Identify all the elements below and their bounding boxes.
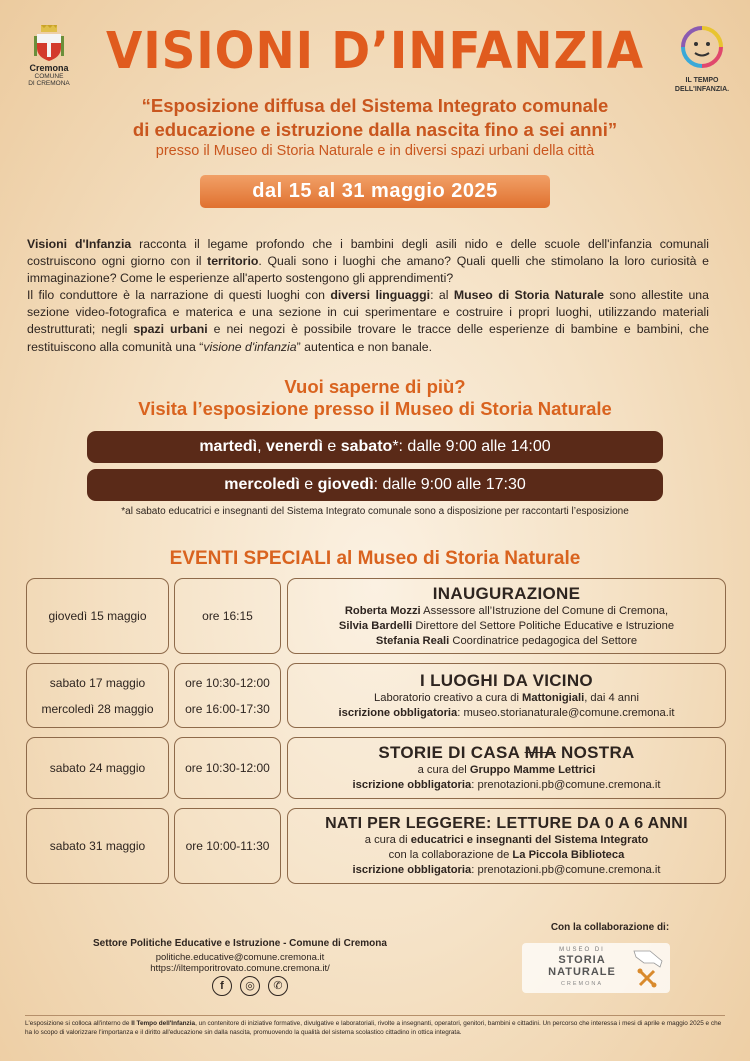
cta-line-2: Visita l’esposizione presso il Museo di Storia Naturale xyxy=(138,398,612,419)
event-2-bold-1: Mattonigiali xyxy=(522,691,585,704)
events-title: EVENTI SPECIALI al Museo di Storia Naturale xyxy=(169,548,581,569)
event-2-line-2 xyxy=(339,706,675,721)
event-1-role-3: Coordinatrice pedagogica del Settore xyxy=(449,634,638,647)
event-1-person-2: Silvia Bardelli xyxy=(338,619,413,632)
subtitle xyxy=(40,94,710,142)
intro-bold-5: spazi urbani xyxy=(133,322,208,337)
event-1-person-3: Stefania Reali xyxy=(375,634,450,647)
event-4-registration-label: iscrizione obbligatoria xyxy=(352,863,472,876)
day-thursday: giovedì xyxy=(317,476,374,493)
event-2-time-text-1: ore 10:30-12:00 xyxy=(185,675,270,690)
event-1-line-1 xyxy=(345,604,668,619)
event-3-line-1 xyxy=(418,763,596,778)
event-2-description xyxy=(287,663,726,728)
opening-hours-1 xyxy=(87,431,663,463)
facebook-icon[interactable]: f xyxy=(212,976,232,996)
cta-line-1: Vuoi saperne di più? xyxy=(284,376,466,397)
footer-email[interactable]: politiche.educative@comune.cremona.it xyxy=(155,952,325,963)
event-4-time-text: ore 10:00-11:30 xyxy=(185,839,270,853)
day-wednesday: mercoledì xyxy=(224,476,300,493)
crest-icon xyxy=(33,24,65,62)
event-3-date-text: sabato 24 maggio xyxy=(49,761,146,775)
intro-p2 xyxy=(27,287,709,355)
event-4-heading: NATI PER LEGGERE: LETTURE DA 0 A 6 ANNI xyxy=(325,814,688,832)
event-3-heading-b: NOSTRA xyxy=(556,743,635,762)
intro-bold-1: Visioni d'Infanzia xyxy=(27,237,132,251)
social-icons xyxy=(212,976,288,996)
museo-bottom: CREMONA xyxy=(560,981,604,987)
event-2-times xyxy=(174,663,281,728)
event-3-text-1: a cura del xyxy=(417,764,470,776)
intro-bold-4: Museo di Storia Naturale xyxy=(453,288,604,303)
event-3-registration-email: : prenotazioni.pb@comune.cremona.it xyxy=(471,779,661,791)
event-3-registration-label: iscrizione obbligatoria xyxy=(352,779,472,791)
day-tuesday: martedì xyxy=(199,438,258,455)
event-3-time-text: ore 10:30-12:00 xyxy=(185,761,270,775)
event-4-line-2 xyxy=(389,848,625,863)
event-3-line-2 xyxy=(353,778,661,793)
subtitle-line-2: di educazione e istruzione dalla nascita fino a sei anni” xyxy=(132,119,618,140)
event-4-text-2: con la collaborazione de xyxy=(388,848,513,861)
intro-text-2: . Quali sono i luoghi che amano? Quali quelli che stimolano la loro curiosità e immaginazione? Come le esperienze all'aperto sostengono gli apprendimenti? xyxy=(27,254,709,286)
museo-name xyxy=(532,954,632,978)
visit-cta xyxy=(40,376,710,420)
crest-line-2: DI CREMONA xyxy=(28,80,70,88)
event-4-time xyxy=(174,808,281,884)
event-2-date-text-1: sabato 17 maggio xyxy=(49,675,146,690)
museo-line-1: STORIA xyxy=(558,954,606,966)
sep-1: , xyxy=(257,438,267,455)
museo-top: MUSEO DI xyxy=(559,947,605,953)
museo-logo xyxy=(522,943,670,993)
event-1-line-2 xyxy=(339,619,674,634)
event-2-dates xyxy=(26,663,169,728)
opening-hours-2 xyxy=(87,469,663,501)
intro-text-1: racconta il legame profondo che i bambini degli asili nido e delle scuole dell'infanzia comunali costruiscono ogni giorno con il xyxy=(27,237,709,269)
intro-text-7: ” autentica e non banale. xyxy=(296,339,432,354)
event-2-heading: I LUOGHI DA VICINO xyxy=(420,670,593,690)
event-4-line-1 xyxy=(365,833,649,848)
event-3-date xyxy=(26,737,169,799)
museo-line-2: NATURALE xyxy=(548,966,616,978)
disclaimer-text-1: L'esposizione si colloca all'interno de xyxy=(25,1020,132,1027)
cremona-crest xyxy=(24,24,74,87)
event-4-registration-email: : prenotazioni.pb@comune.cremona.it xyxy=(471,863,661,876)
saturday-note: *al sabato educatrici e insegnanti del Sistema Integrato comunale sono a disposizione per raccontarti l’esposizione xyxy=(121,506,629,517)
footer-org: Settore Politiche Educative e Istruzione - Comune di Cremona xyxy=(93,938,387,949)
event-1-date xyxy=(26,578,169,654)
event-1-role-2: Direttore del Settore Politiche Educative e Istruzione xyxy=(412,619,675,632)
event-3-description xyxy=(287,737,726,799)
subtitle-line-1: “Esposizione diffusa del Sistema Integrato comunale xyxy=(141,95,609,116)
event-3-bold-1: Gruppo Mamme Lettrici xyxy=(469,764,596,776)
event-1-time xyxy=(174,578,281,654)
intro-bold-2: territorio xyxy=(207,254,259,269)
event-1-line-3 xyxy=(376,634,637,649)
intro-text-6: e nei negozi è possibile trovare le tracce delle esperienze di bambine e bambini, che restituiscono alla comunità una “ xyxy=(27,322,709,354)
intro-text-4: : al xyxy=(430,288,454,303)
intro-bold-3: diversi linguaggi xyxy=(330,288,431,303)
event-3-heading-strike: MIA xyxy=(524,743,556,762)
footer-divider xyxy=(25,1015,725,1016)
intro-text-3: Il filo conduttore è la narrazione di questi luoghi con xyxy=(27,288,331,303)
event-2-text-1: Laboratorio creativo a cura di xyxy=(374,691,523,704)
event-4-line-3 xyxy=(353,863,661,878)
crest-city: Cremona xyxy=(29,63,69,73)
event-1-heading: INAUGURAZIONE xyxy=(432,583,581,603)
face-logo-icon xyxy=(679,24,725,70)
disclaimer-text-2: , un contenitore di iniziative formative, divulgative e laboratoriali, rivolte a insegnanti, operatori, genitori, bambini e cittadini. Un percorso che interessa i mesi di aprile e maggio 2025 e che ha lo scopo di valorizzare l'importanza e il diritto all'educazione sin dalla nascita, promuovendo la qualità del sistema scolastico cittadino in ottica integrata. xyxy=(25,1020,722,1036)
location-text: presso il Museo di Storia Naturale e in diversi spazi urbani della città xyxy=(155,143,595,159)
sep-2: e xyxy=(322,438,341,455)
tempo-line-1: IL TEMPO xyxy=(685,77,719,84)
event-1-date-text: giovedì 15 maggio xyxy=(48,609,147,623)
event-2-line-1 xyxy=(374,691,639,706)
event-1-time-text: ore 16:15 xyxy=(202,609,253,623)
event-1-person-1: Roberta Mozzi xyxy=(344,604,421,617)
event-4-date-text: sabato 31 maggio xyxy=(49,839,146,853)
event-4-date xyxy=(26,808,169,884)
event-4-bold-1: educatrici e insegnanti del Sistema Integrato xyxy=(410,833,649,846)
intro-paragraph xyxy=(27,236,709,356)
event-3-heading xyxy=(378,743,634,763)
whatsapp-icon[interactable]: ✆ xyxy=(268,976,288,996)
bone-icon xyxy=(630,949,664,989)
intro-italic-1: visione d'infanzia xyxy=(203,339,297,354)
intro-text-5: sono allestite una sezione video-fotografica e materica e una sezione in cui sperimentare e costruire i propri luoghi, utilizzando materiali destrutturati; negli xyxy=(27,288,709,337)
event-4-description xyxy=(287,808,726,884)
footer-url[interactable]: https://iltemporitrovato.comune.cremona.it/ xyxy=(150,963,330,974)
collaboration-label: Con la collaborazione di: xyxy=(550,922,670,933)
disclaimer-bold: Il Tempo dell'Infanzia xyxy=(131,1020,196,1027)
event-1-description xyxy=(287,578,726,654)
instagram-icon[interactable]: ◎ xyxy=(240,976,260,996)
event-1-role-1: Assessore all’Istruzione del Comune di Cremona, xyxy=(420,604,669,617)
crest-line-1: COMUNE xyxy=(34,73,64,80)
intro-p1 xyxy=(27,236,709,287)
event-2-date-text-2: mercoledì 28 maggio xyxy=(41,701,154,716)
hours-range-1: *: dalle 9:00 alle 14:00 xyxy=(392,438,551,455)
event-2-time-text-2: ore 16:00-17:30 xyxy=(185,701,270,716)
page-title: VISIONI D’INFANZIA xyxy=(105,22,645,81)
event-4-text-1: a cura di xyxy=(364,833,411,846)
event-2-registration-label: iscrizione obbligatoria xyxy=(338,706,458,719)
disclaimer xyxy=(25,1019,725,1037)
event-2-registration-email: : museo.storianaturale@comune.cremona.it xyxy=(457,706,675,719)
tempo-line-2: DELL'INFANZIA. xyxy=(674,86,730,94)
day-friday: venerdì xyxy=(266,438,323,455)
sep-3: e xyxy=(299,476,318,493)
event-3-time xyxy=(174,737,281,799)
tempo-infanzia-logo xyxy=(664,24,740,94)
event-4-bold-2: La Piccola Biblioteca xyxy=(512,848,625,861)
day-saturday: sabato xyxy=(340,438,393,455)
event-3-heading-a: STORIE DI CASA xyxy=(378,743,525,762)
event-2-text-2: , dai 4 anni xyxy=(584,691,639,704)
date-banner: dal 15 al 31 maggio 2025 xyxy=(200,175,550,208)
hours-range-2: : dalle 9:00 alle 17:30 xyxy=(373,476,526,493)
